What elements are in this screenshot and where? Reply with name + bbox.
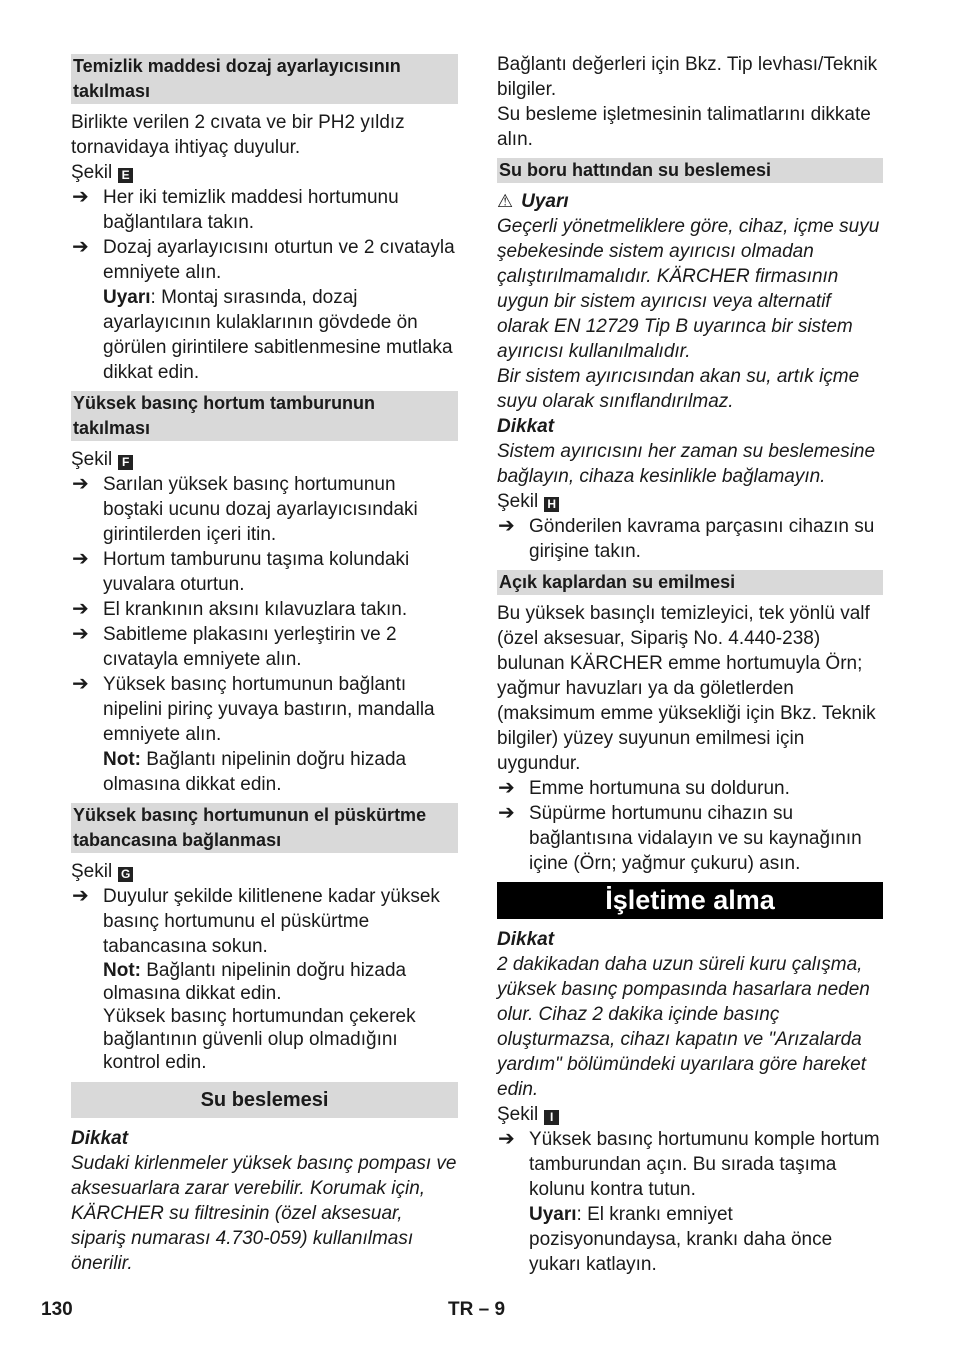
- note: Uyarı: El krankı emniyet pozisyonundaysa, krankı daha önce yukarı katlayın.: [529, 1204, 833, 1275]
- paragraph: Bağlantı değerleri için Bkz. Tip levhası/Teknik bilgiler.: [497, 54, 878, 100]
- warning-text: Bir sistem ayırıcısından akan su, artık içme suyu olarak sınıflandırılmaz.: [497, 366, 860, 412]
- figure-letter-box: H: [544, 497, 559, 512]
- arrow-icon: ➔: [72, 673, 89, 695]
- warning-text: Geçerli yönetmeliklere göre, cihaz, içme suyu şebekesinde sistem ayırıcısı olmadan çalıştırılmamalıdır. KÄRCHER firmasının uygun bir sistem ayırıcısı veya alternatif olarak EN 12729 Tip B uyarınca bir sistem ayırıcısı kullanılmalıdır.: [497, 216, 880, 362]
- note: Uyarı: Montaj sırasında, dozaj ayarlayıcının kulaklarının gövdede ön görülen girintilere sabitlenmesine mutlaka dikkat edin.: [103, 287, 453, 383]
- figure-reference: Şekil H: [497, 489, 883, 514]
- note: Yüksek basınç hortumundan çekerek bağlantının güvenli olup olmadığını kontrol edin.: [103, 1006, 416, 1073]
- arrow-icon: ➔: [72, 548, 89, 570]
- figure-letter-box: E: [118, 168, 133, 183]
- figure-letter-box: F: [118, 455, 133, 470]
- paragraph: Bu yüksek basınçlı temizleyici, tek yönlü valf (özel aksesuar, Sipariş No. 4.440-238) bulunan KÄRCHER emme hortumuyla Örn; yağmur havuzları ya da göletlerden (maksimum emme yüksekliği için Bkz. Teknik bilgiler) yüzey suyunun emilmesi için uygundur.: [497, 603, 876, 774]
- caution-text: Sistem ayırıcısını her zaman su beslemesine bağlayın, cihaza kesinlikle bağlamayın.: [497, 441, 876, 487]
- warning-label: ⚠ Uyarı: [497, 191, 569, 212]
- instruction-step: ➔ Gönderilen kavrama parçasını cihazın su girişine takın.: [498, 515, 875, 562]
- instruction-step: ➔ Her iki temizlik maddesi hortumunu bağlantılara takın.: [72, 186, 399, 233]
- figure-reference: Şekil F: [71, 447, 458, 472]
- instruction-step: ➔ Yüksek basınç hortumunun bağlantı nipelini pirinç yuvaya bastırın, mandalla emniyete alın.: [72, 673, 435, 745]
- instruction-step: ➔ Süpürme hortumunu cihazın su bağlantısına vidalayın ve su kaynağının içine (Örn; yağmur çukuru) asın.: [498, 802, 862, 874]
- arrow-icon: ➔: [72, 885, 89, 907]
- instruction-step: ➔ Yüksek basınç hortumunu komple hortum tamburundan açın. Bu sırada taşıma kolunu kontra tutun.: [498, 1128, 880, 1200]
- section-heading-spray-gun: Yüksek basınç hortumunun el püskürtme tabancasına bağlanması: [71, 803, 458, 853]
- left-column: [71, 54, 458, 1276]
- section-heading-dosing-regulator: Temizlik maddesi dozaj ayarlayıcısının takılması: [71, 54, 458, 104]
- instruction-step: ➔ Duyulur şekilde kilitlenene kadar yüksek basınç hortumunu el püskürtme tabancasına sokun.: [72, 885, 440, 957]
- page-number: 130: [41, 1299, 73, 1320]
- arrow-icon: ➔: [72, 473, 89, 495]
- instruction-step: ➔ Sarılan yüksek basınç hortumunun boştaki ucunu dozaj ayarlayıcısındaki girintilerden içeri itin.: [72, 473, 418, 545]
- paragraph: Birlikte verilen 2 cıvata ve bir PH2 yıldız tornavidaya ihtiyaç duyulur.: [71, 112, 405, 158]
- caution-label: Dikkat: [71, 1128, 129, 1149]
- arrow-icon: ➔: [498, 515, 515, 537]
- section-heading-pipe-water-supply: Su boru hattından su beslemesi: [497, 158, 883, 183]
- figure-letter-box: I: [544, 1110, 559, 1125]
- arrow-icon: ➔: [498, 802, 515, 824]
- caution-text: 2 dakikadan daha uzun süreli kuru çalışma, yüksek basınç pompasında hasarlara neden olur. Cihaz 2 dakika içinde basınç oluşturmazsa, cihazı kapatın ve "Arızalarda yardım" bölümündeki uyarılara göre hareket edin.: [497, 954, 870, 1100]
- figure-reference: Şekil G: [71, 859, 458, 884]
- caution-text: Sudaki kirlenmeler yüksek basınç pompası ve aksesuarlara zarar verebilir. Korumak için, KÄRCHER su filtresinin (özel aksesuar, sipariş numarası 4.730-059) kullanılması önerilir.: [71, 1153, 457, 1274]
- figure-reference: Şekil E: [71, 160, 458, 185]
- arrow-icon: ➔: [72, 623, 89, 645]
- instruction-step: ➔ El krankının aksını kılavuzlara takın.: [72, 598, 408, 620]
- figure-letter-box: G: [118, 867, 133, 882]
- arrow-icon: ➔: [498, 1128, 515, 1150]
- caution-label: Dikkat: [497, 416, 555, 437]
- chapter-heading-water-supply: Su beslemesi: [71, 1082, 458, 1118]
- instruction-step: ➔ Sabitleme plakasını yerleştirin ve 2 cıvatayla emniyete alın.: [72, 623, 397, 670]
- paragraph: Su besleme işletmesinin talimatlarını dikkate alın.: [497, 104, 871, 150]
- warning-triangle-icon: ⚠: [497, 191, 514, 211]
- language-page-indicator: TR – 9: [448, 1299, 506, 1320]
- caution-label: Dikkat: [497, 929, 555, 950]
- figure-reference: Şekil I: [497, 1102, 883, 1127]
- instruction-step: ➔ Hortum tamburunu taşıma kolundaki yuvalara oturtun.: [72, 548, 410, 595]
- arrow-icon: ➔: [72, 236, 89, 258]
- arrow-icon: ➔: [498, 777, 515, 799]
- instruction-step: ➔ Dozaj ayarlayıcısını oturtun ve 2 cıvatayla emniyete alın.: [72, 236, 455, 283]
- arrow-icon: ➔: [72, 598, 89, 620]
- arrow-icon: ➔: [72, 186, 89, 208]
- note: Not: Bağlantı nipelinin doğru hizada olmasına dikkat edin.: [103, 749, 407, 795]
- section-heading-hose-reel: Yüksek basınç hortum tamburunun takılması: [71, 391, 458, 441]
- right-column: [497, 52, 883, 1277]
- chapter-heading-start-up: İşletime alma: [497, 882, 883, 919]
- section-heading-open-container-suction: Açık kaplardan su emilmesi: [497, 570, 883, 595]
- instruction-step: ➔ Emme hortumuna su doldurun.: [498, 777, 790, 799]
- note: Not: Bağlantı nipelinin doğru hizada olmasına dikkat edin.: [103, 960, 407, 1004]
